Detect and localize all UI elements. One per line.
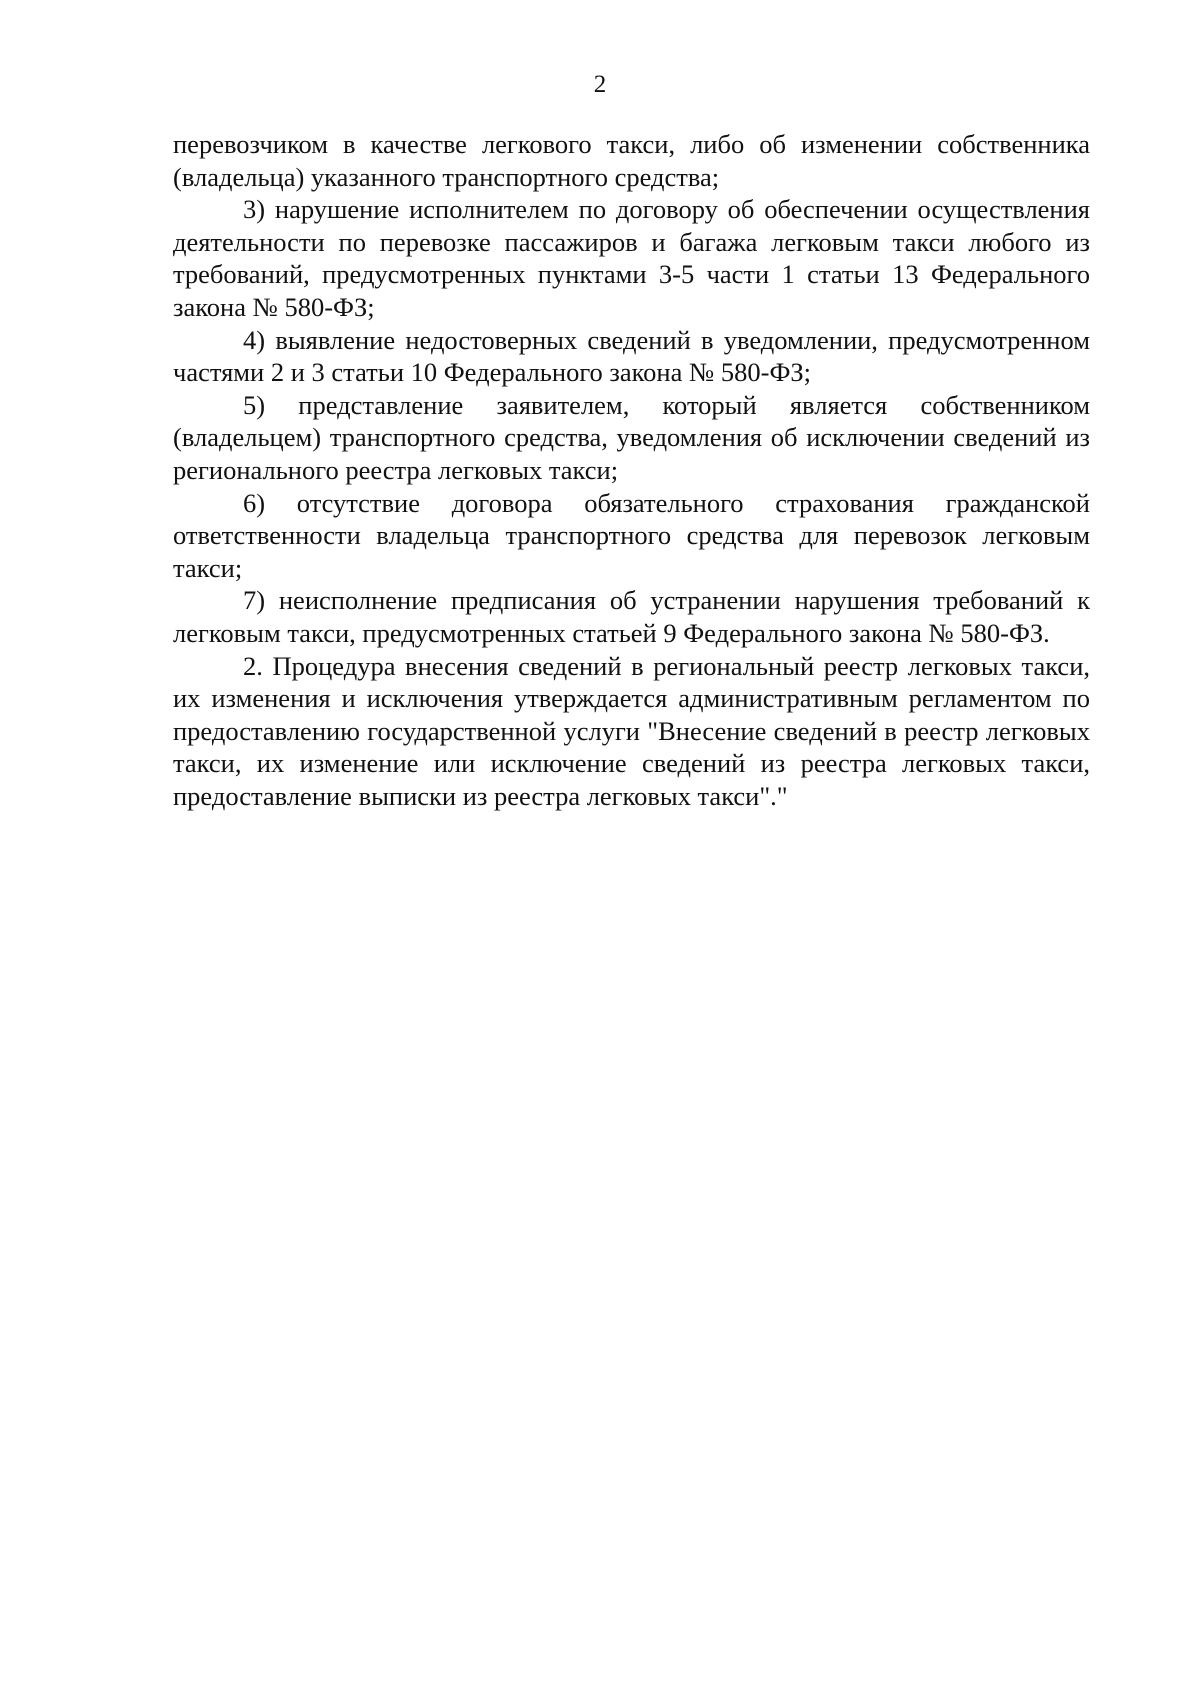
list-item-4: 4) выявление недостоверных сведений в уведомлении, предусмотренном частями 2 и 3 статьи 10 Федерального закона № 580-ФЗ; [173,324,1090,388]
page-number: 2 [593,71,607,98]
document-body [173,128,1090,812]
list-item-6: 6) отсутствие договора обязательного страхования гражданской ответственности владельца транспортного средства для перевозок легковым такси; [173,487,1090,583]
clause-2: 2. Процедура внесения сведений в региональный реестр легковых такси, их изменения и исключения утверждается административным регламентом по предоставлению государственной услуги "Внесение сведений в реестр легковых такси, их изменение или исключение сведений из реестра легковых такси, предоставление выписки из реестра легковых такси"." [173,650,1090,811]
list-item-5: 5) представление заявителем, который является собственником (владельцем) транспортного средства, уведомления об исключении сведений из регионального реестра легковых такси; [173,389,1090,485]
list-item-7: 7) неисполнение предписания об устранении нарушения требований к легковым такси, предусмотренных статьей 9 Федерального закона № 580-ФЗ. [173,585,1090,648]
paragraph-continuation: перевозчиком в качестве легкового такси, либо об изменении собственника (владельца) указанного транспортного средства; [173,129,1090,192]
list-item-3: 3) нарушение исполнителем по договору об обеспечении осуществления деятельности по перевозке пассажиров и багажа легковым такси любого из требований, предусмотренных пунктами 3-5 части 1 статьи 13 Федерального закона № 580-ФЗ; [173,194,1090,322]
